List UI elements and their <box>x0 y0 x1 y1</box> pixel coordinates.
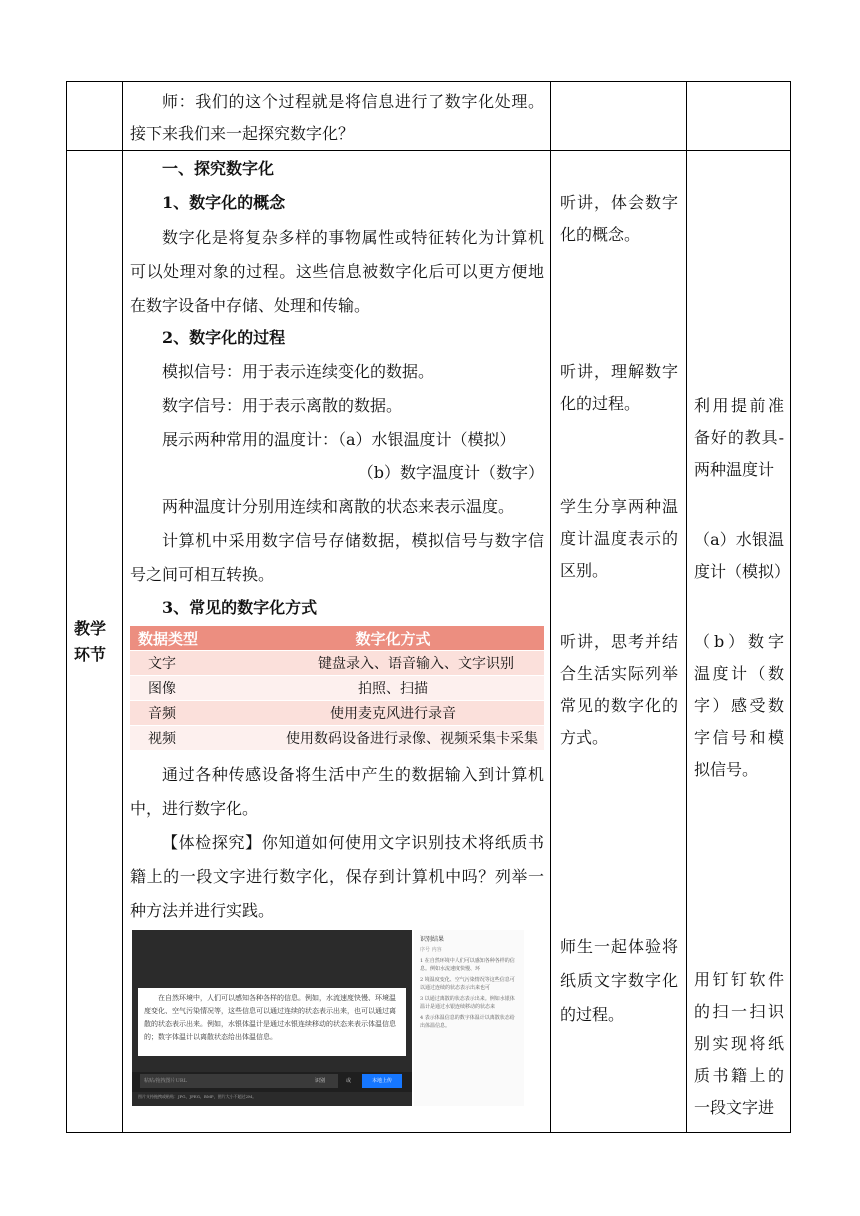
table-row <box>130 701 544 726</box>
signal-convert-text: 计算机中采用数字信号存储数据，模拟信号与数字信号之间可相互转换。 <box>130 531 544 584</box>
recognize-button[interactable]: 识别 <box>302 1074 338 1088</box>
table-border-top <box>66 81 790 82</box>
table-cell: 使用麦克风进行录音 <box>242 701 544 726</box>
ocr-result-panel <box>414 930 524 1106</box>
table-cell: 图像 <box>130 676 242 701</box>
result-item: 2 境温度变化、空气污染情况等这些信息可以通过连续的状态表示出来也可 <box>420 977 515 991</box>
top-row-text: 师：我们的这个过程就是将信息进行了数字化处理。接下来我们来一起探究数字化？ <box>130 92 544 143</box>
student-activity-5: 师生一起体验将纸质文字数字化的过程。 <box>560 937 678 1024</box>
design-intent-2: （a）水银温度计（模拟） <box>694 530 791 581</box>
result-item: 4 表示体温信息的数字体温计以离散状态给出体温信息。 <box>420 1015 515 1029</box>
table-border-left <box>66 81 67 1133</box>
concept-text: 数字化是将复杂多样的事物属性或特征转化为计算机可以处理对象的过程。这些信息被数字化后可以更方便地在数字设备中存储、处理和传输。 <box>130 228 544 315</box>
table-cell: 视频 <box>130 726 242 751</box>
heading-methods: 3、常见的数字化方式 <box>162 598 318 617</box>
design-intent-4: 用钉钉软件的扫一扫识别实现将纸质书籍上的一段文字进 <box>694 970 784 1117</box>
digital-signal-text: 数字信号：用于表示离散的数据。 <box>162 396 403 415</box>
table-cell: 音频 <box>130 701 242 726</box>
upload-hint: 图片支持拖拽或粘贴：JPG、JPEG、BMP，图片大小不超过2M。 <box>138 1094 257 1099</box>
heading-concept: 1、数字化的概念 <box>162 193 286 212</box>
result-item: 1 在自然环境中人们可以感知各种各样的信息。例如水流速度快慢、环 <box>420 958 515 972</box>
result-header: 序号 内容 <box>420 947 442 953</box>
table-row <box>130 676 544 701</box>
sensors-text: 通过各种传感设备将生活中产生的数据输入到计算机中，进行数字化。 <box>130 765 544 818</box>
explore-task-text: 【体检探究】你知道如何使用文字识别技术将纸质书籍上的一段文字进行数字化，保存到计算机中吗？列举一种方法并进行实践。 <box>130 833 544 920</box>
table-col-divider-2 <box>550 81 551 1133</box>
analog-signal-text: 模拟信号：用于表示连续变化的数据。 <box>162 362 435 381</box>
design-intent-1: 利用提前准备好的教具-两种温度计 <box>694 396 784 479</box>
table-cell: 文字 <box>130 651 242 676</box>
table-row-divider <box>66 150 790 151</box>
thermometer-a-text: 展示两种常用的温度计：（a）水银温度计（模拟） <box>162 430 516 449</box>
stage-label: 教学 环节 <box>74 619 107 664</box>
student-activity-2: 听讲，理解数字化的过程。 <box>560 362 678 413</box>
table-row <box>130 651 544 676</box>
table-header-row <box>130 626 544 651</box>
table-header-cell: 数据类型 <box>130 626 242 651</box>
table-cell: 使用数码设备进行录像、视频采集卡采集 <box>242 726 544 751</box>
table-border-right <box>790 81 791 1133</box>
thermometer-b-text: （b）数字温度计（数字） <box>357 463 544 482</box>
result-title: 识别结果 <box>420 936 445 943</box>
table-col-divider-3 <box>686 81 687 1133</box>
or-text: 或 <box>346 1078 352 1084</box>
heading-explore-digitization: 一、探究数字化 <box>162 159 275 178</box>
design-intent-3: （b）数字温度计（数字）感受数字信号和模拟信号。 <box>694 632 784 779</box>
table-cell: 键盘录入、语音输入、文字识别 <box>242 651 544 676</box>
digitization-methods-table <box>130 626 544 751</box>
table-col-divider-1 <box>122 81 123 1133</box>
ocr-screenshot <box>132 930 412 1106</box>
table-header-cell: 数字化方式 <box>242 626 544 651</box>
heading-process: 2、数字化的过程 <box>162 328 286 347</box>
student-activity-4: 听讲，思考并结合生活实际列举常见的数字化的方式。 <box>560 632 678 747</box>
image-url-input[interactable]: 粘贴/拖拽图片URL <box>140 1074 304 1088</box>
table-row <box>130 726 544 751</box>
student-activity-3: 学生分享两种温度计温度表示的区别。 <box>560 497 678 580</box>
thermometer-states-text: 两种温度计分别用连续和离散的状态来表示温度。 <box>162 497 515 516</box>
local-upload-button[interactable]: 本地上传 <box>362 1074 402 1088</box>
table-cell: 拍照、扫描 <box>242 676 544 701</box>
scanned-paper-text: 在自然环境中，人们可以感知各种各样的信息。例如，水流速度快慢、环境温度变化、空气污染情况等，这些信息可以通过连续的状态表示出来，也可以通过离散的状态表示出来。例如，水银体温计是通过水银连续移动的状态来表示体温信息的；数字体温计以离散状态给出体温信息。 <box>138 988 406 1056</box>
table-border-bottom <box>66 1132 790 1133</box>
result-item: 3 以通过离散的状态表示出来。例如水银体温计是通过水银连续移动的状态来 <box>420 996 515 1010</box>
student-activity-1: 听讲，体会数字化的概念。 <box>560 193 678 244</box>
